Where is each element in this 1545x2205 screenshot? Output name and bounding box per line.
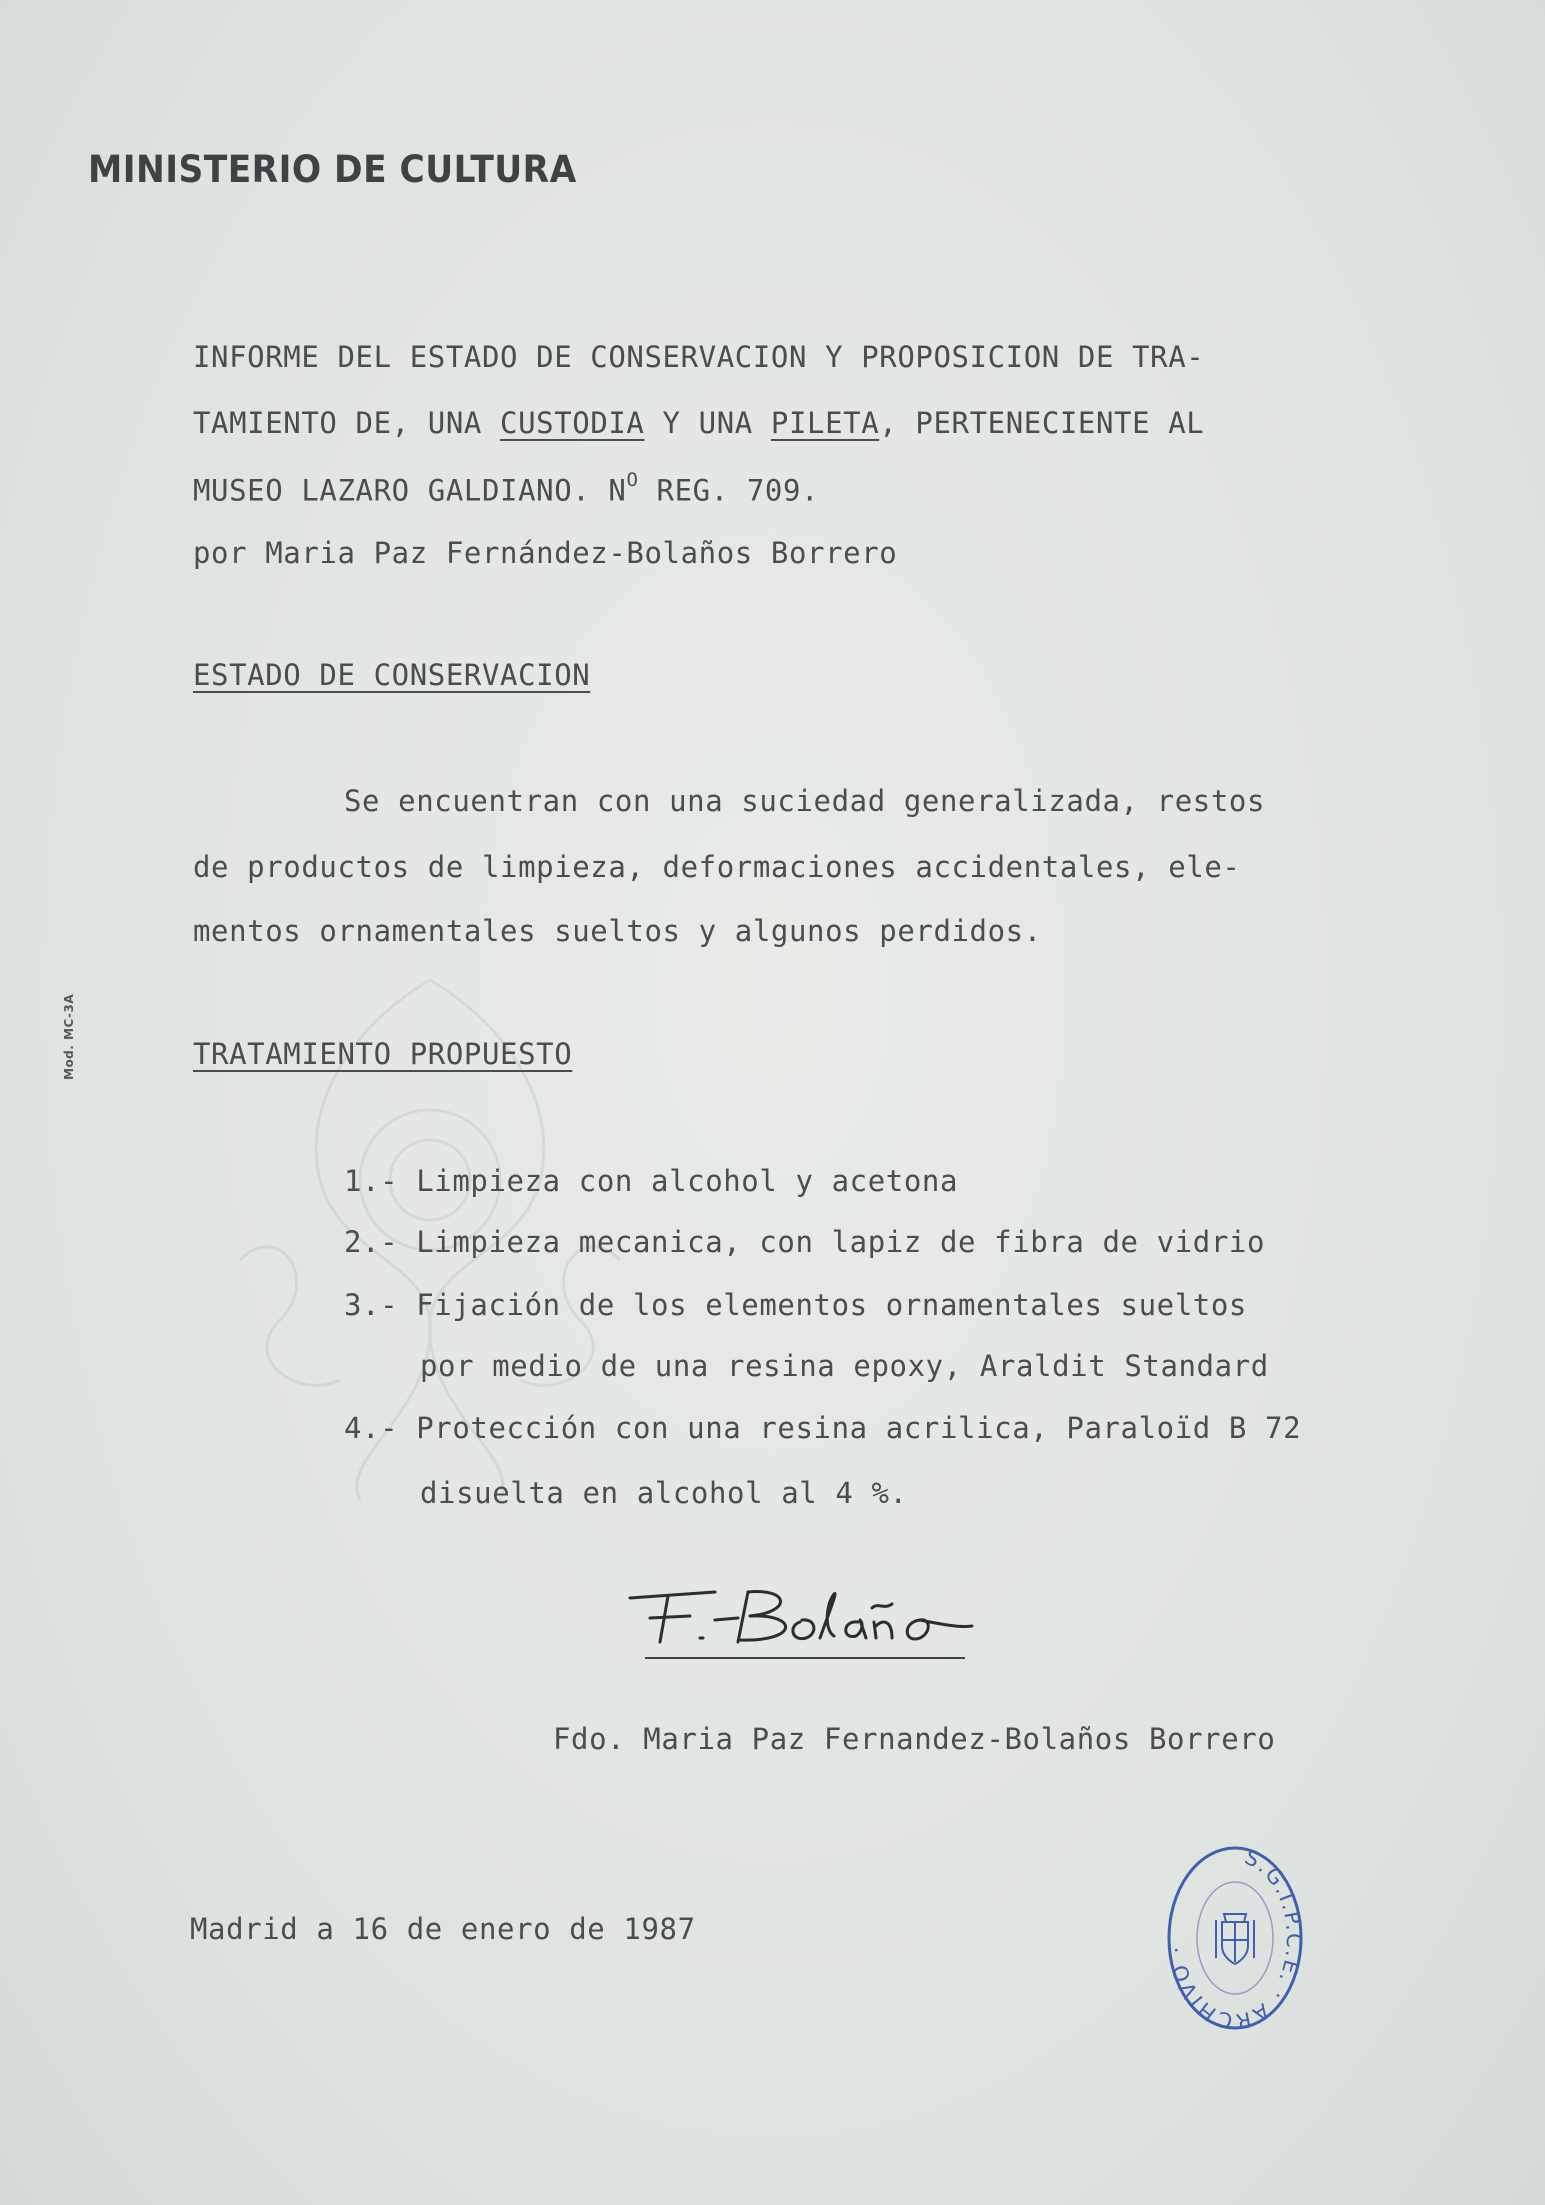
form-code-label: Mod. MC-3A bbox=[62, 993, 76, 1080]
title-line-3 bbox=[193, 469, 820, 508]
title-text: TAMIENTO DE, UNA bbox=[193, 406, 501, 440]
section-heading-tratamiento: TRATAMIENTO PROPUESTO bbox=[193, 1037, 573, 1071]
treatment-item: 2.- Limpieza mecanica, con lapiz de fibra de vidrio bbox=[344, 1225, 1266, 1259]
treatment-item: 1.- Limpieza con alcohol y acetona bbox=[344, 1164, 959, 1198]
treatment-item-continuation: disuelta en alcohol al 4 %. bbox=[420, 1476, 908, 1510]
title-line-2 bbox=[193, 406, 1205, 440]
section-heading-estado: ESTADO DE CONSERVACION bbox=[193, 658, 591, 692]
treatment-item-continuation: por medio de una resina epoxy, Araldit Standard bbox=[420, 1349, 1269, 1383]
stamp-text: S.G.I.P.C.E. · ARCHIVO · bbox=[1164, 1844, 1307, 2034]
paragraph-line: Se encuentran con una suciedad generalizada, restos bbox=[344, 784, 1266, 818]
author-line: por Maria Paz Fernández-Bolaños Borrero bbox=[193, 536, 898, 570]
treatment-item: 3.- Fijación de los elementos ornamentales sueltos bbox=[344, 1288, 1247, 1322]
ministry-header: MINISTERIO DE CULTURA bbox=[88, 148, 577, 191]
place-date: Madrid a 16 de enero de 1987 bbox=[190, 1912, 696, 1946]
pileta-underlined: PILETA bbox=[770, 406, 880, 440]
title-text: , PERTENECIENTE AL bbox=[879, 406, 1205, 440]
numero-superscript: O bbox=[626, 469, 639, 491]
archive-stamp bbox=[1160, 1840, 1310, 2040]
custodia-underlined: CUSTODIA bbox=[500, 406, 645, 440]
paragraph-line: de productos de limpieza, deformaciones accidentales, ele- bbox=[193, 850, 1241, 884]
title-text: REG. 709. bbox=[638, 473, 820, 508]
paragraph-line: mentos ornamentales sueltos y algunos perdidos. bbox=[193, 914, 1042, 948]
signature-underline bbox=[645, 1657, 965, 1659]
title-text: MUSEO LAZARO GALDIANO. N bbox=[193, 473, 627, 508]
treatment-item: 4.- Protección con una resina acrilica, Paraloïd B 72 bbox=[344, 1411, 1302, 1445]
handwritten-signature bbox=[620, 1570, 1000, 1660]
title-line-1: INFORME DEL ESTADO DE CONSERVACION Y PROPOSICION DE TRA- bbox=[193, 340, 1205, 374]
signed-by-line: Fdo. Maria Paz Fernandez-Bolaños Borrero bbox=[553, 1722, 1276, 1756]
title-text: Y UNA bbox=[644, 406, 771, 440]
